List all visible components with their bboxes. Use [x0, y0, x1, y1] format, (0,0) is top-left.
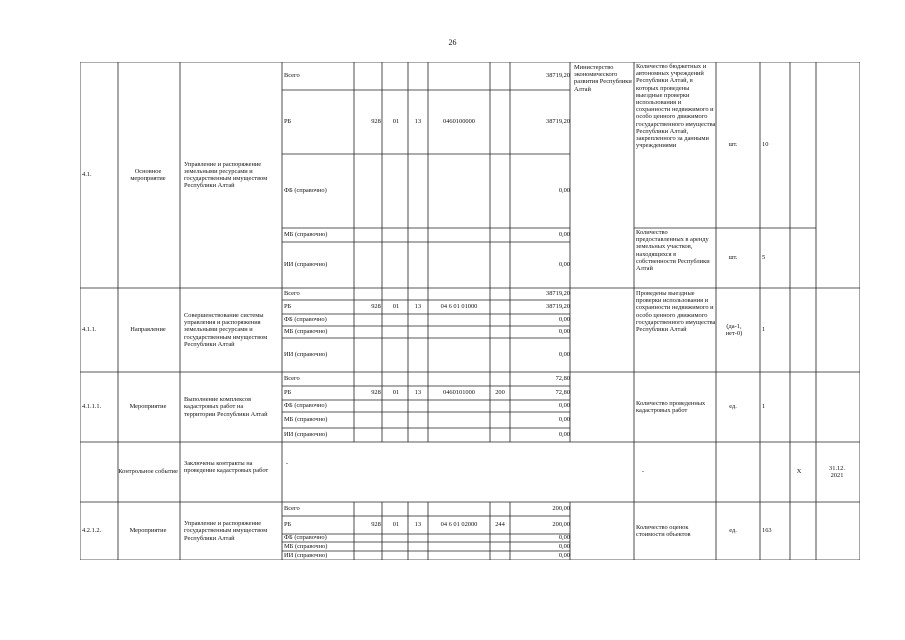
row-name: Выполнение комплексов кадастровых работ на территории Республики Алтай [184, 396, 268, 418]
code-vr: 200 [495, 389, 505, 397]
indicator-unit: шт. [728, 141, 738, 149]
code-rz: 01 [392, 389, 400, 397]
code-csr: 0460101000 [443, 389, 475, 397]
source-label: МБ (справочно) [284, 328, 328, 336]
indicator-value: 1 [762, 326, 766, 334]
source-label: РБ [284, 389, 292, 397]
source-label: ФБ (справочно) [284, 316, 327, 324]
code-grbs: 928 [371, 118, 381, 126]
source-label: ФБ (справочно) [284, 187, 327, 195]
indicator-unit: ед. [729, 403, 737, 411]
source-label: Всего [284, 290, 300, 298]
source-label: Всего [284, 72, 300, 80]
row-name: Заключены контракты на проведение кадастровых работ [184, 460, 269, 475]
code-csr: 04 6 01 02000 [440, 521, 478, 529]
row-name: Совершенствование системы управления и распоряжения земельными ресурсами и государственным имуществом Республики Алтай [184, 311, 268, 348]
row-type: Контрольное событие [118, 468, 178, 476]
source-amount: 38719,20 [546, 290, 570, 298]
source-amount: 0,00 [558, 416, 570, 424]
budget-table [80, 62, 860, 560]
source-amount: 0,00 [558, 542, 570, 550]
code-rz: 01 [392, 303, 400, 311]
source-label: РБ [284, 118, 292, 126]
source-amount: 38719,20 [546, 72, 570, 80]
indicator-value: 1 [762, 403, 766, 411]
source-amount: 0,00 [558, 534, 570, 542]
source-label: ФБ (справочно) [284, 534, 327, 542]
source-amount: 0,00 [558, 187, 570, 195]
source-label: ИИ (справочно) [284, 431, 328, 439]
indicator-name: Количество бюджетных и автономных учреждений Республики Алтай, в которых проведены выездные проверки использования и сохранности недвижимого и особо ценного движимого государственного имущества Республики Алтай, закрепленного за данными учреждениями [636, 63, 716, 150]
source-amount: 0,00 [558, 551, 570, 559]
source-label: РБ [284, 303, 292, 311]
source-label: Всего [284, 505, 300, 513]
code-grbs: 928 [371, 303, 381, 311]
row-name: Управление и распоряжение земельными ресурсами и государственным имуществом Республики Алтай [184, 160, 268, 190]
code-csr: 04 6 01 01000 [440, 303, 478, 311]
code-pr: 13 [414, 303, 422, 311]
code-grbs: 928 [371, 521, 381, 529]
code-rz: 01 [392, 521, 400, 529]
indicator-value: 10 [762, 141, 769, 149]
row-type: Мероприятие [129, 403, 167, 411]
code-pr: 13 [414, 118, 422, 126]
source-amount: 0,00 [558, 351, 570, 359]
indicator-unit: ед. [729, 527, 737, 535]
source-amount: 0,00 [558, 231, 570, 239]
indicator-name: Количество оценок стоимости объектов [636, 523, 691, 538]
source-label: ИИ (справочно) [284, 551, 328, 559]
source-amount: 0,00 [558, 431, 570, 439]
source-amount: 72,80 [555, 375, 570, 383]
source-label: ИИ (справочно) [284, 261, 328, 269]
row-name: Управление и распоряжение государственным имуществом Республики Алтай [184, 520, 268, 542]
indicator-unit: (да-1, нет-0) [725, 322, 743, 337]
indicator-value: 163 [762, 527, 772, 535]
source-label: МБ (справочно) [284, 542, 328, 550]
page-number: 26 [448, 38, 457, 47]
source-label: ФБ (справочно) [284, 402, 327, 410]
code-rz: 01 [392, 118, 400, 126]
source-label: МБ (справочно) [284, 416, 328, 424]
source-label: РБ [284, 521, 292, 529]
source-amount: 0,00 [558, 402, 570, 410]
row-number: 4.1.1. [82, 326, 97, 334]
indicator-name: Количество предоставленных в аренду земельных участков, находящихся в собственности Республики Алтай [636, 229, 710, 273]
row-number: 4.1. [82, 171, 92, 179]
event-date: 31.12. 2021 [829, 464, 845, 479]
row-number: 4.1.1.1. [82, 403, 102, 411]
cross-mark: Х [796, 468, 802, 476]
code-grbs: 928 [371, 389, 381, 397]
source-amount: 200,00 [552, 505, 570, 513]
code-csr: 0460100000 [443, 118, 475, 126]
dash: - [286, 460, 289, 467]
indicator-unit: шт. [728, 254, 738, 262]
indicator-value: 5 [762, 254, 766, 262]
source-label: ИИ (справочно) [284, 351, 328, 359]
source-label: Всего [284, 375, 300, 383]
indicator-name: Количество проведенных кадастровых работ [636, 399, 706, 414]
source-amount: 72,80 [555, 389, 570, 397]
source-amount: 0,00 [558, 316, 570, 324]
code-pr: 13 [414, 521, 422, 529]
row-type: Направление [130, 326, 166, 334]
code-vr: 244 [495, 521, 505, 529]
source-label: МБ (справочно) [284, 231, 328, 239]
indicator-name: Проведены выездные проверки использования и сохранности недвижимого и особо ценного движимого государственного имущества Республики Алтай [636, 290, 716, 334]
row-type: Мероприятие [129, 527, 167, 535]
source-amount: 38719,20 [546, 118, 570, 126]
executor: Министерство экономического развития Республики Алтай [574, 64, 632, 93]
source-amount: 38719,20 [546, 303, 570, 311]
code-pr: 13 [414, 389, 422, 397]
source-amount: 0,00 [558, 261, 570, 269]
row-number: 4.2.1.2. [82, 527, 102, 535]
source-amount: 0,00 [558, 328, 570, 336]
dash: - [642, 468, 645, 476]
row-type: Основное мероприятие [130, 167, 166, 182]
source-amount: 200,00 [552, 521, 570, 529]
